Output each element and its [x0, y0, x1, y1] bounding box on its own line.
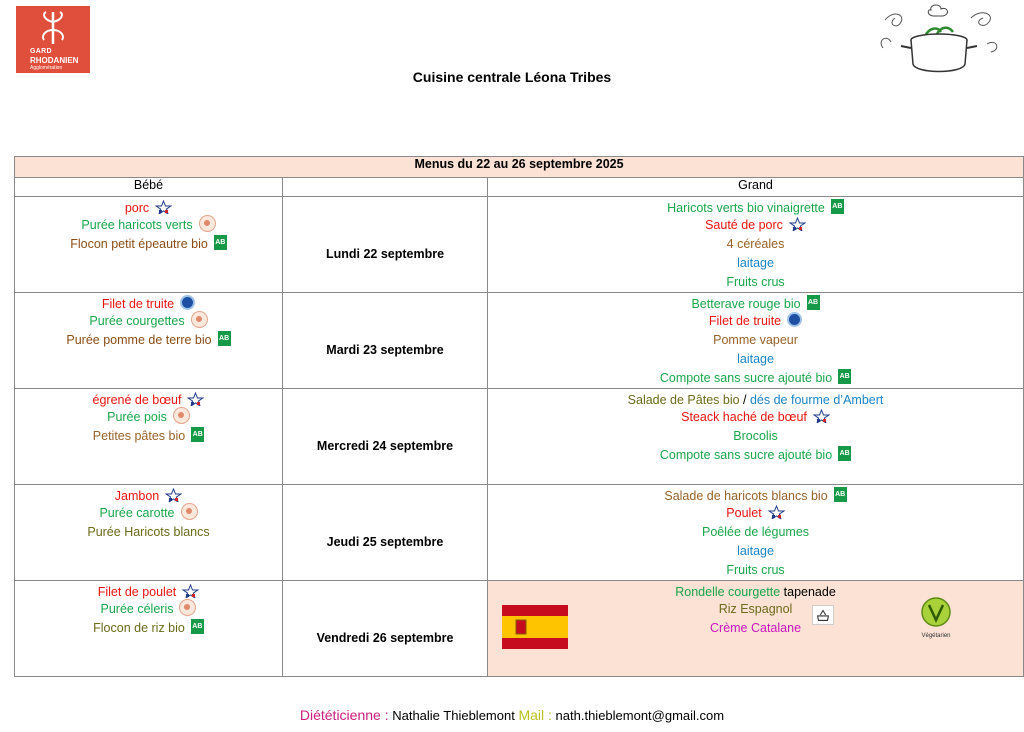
bebe-cell [15, 485, 283, 581]
gard-rhodanien-logo [16, 6, 90, 73]
bebe-dish: Purée Haricots blancs [87, 525, 210, 539]
footer [0, 707, 1024, 723]
grand-dish: Salade de Pâtes bio / dés de fourme d’Ambert [627, 393, 884, 407]
viande-francaise-icon [165, 488, 182, 502]
agriculture-biologique-icon: AB [807, 295, 820, 310]
mail-address[interactable]: nath.thieblemont@gmail.com [555, 708, 725, 723]
day-label: Lundi 22 septembre [283, 197, 488, 293]
fait-maison-icon [191, 311, 208, 328]
day-label: Mercredi 24 septembre [283, 389, 488, 485]
bebe-dish: Jambon [15, 485, 282, 504]
bebe-dish: Purée pomme de terre bio AB [66, 333, 230, 347]
peche-durable-icon [787, 312, 802, 327]
viande-francaise-icon [187, 392, 204, 406]
col-header-bebe: Bébé [15, 178, 283, 197]
logo-line2: RHODANIEN [30, 56, 79, 65]
agriculture-biologique-icon: AB [831, 199, 844, 214]
grand-dish: Sauté de porc [488, 216, 1023, 235]
grand-dish: Poulet [488, 504, 1023, 523]
grand-dish: Pomme vapeur [713, 333, 798, 347]
grand-dish: Compote sans sucre ajouté bio AB [659, 371, 850, 385]
col-header-day [283, 178, 488, 197]
agriculture-biologique-icon: AB [191, 427, 204, 442]
viande-francaise-icon [182, 584, 199, 598]
agriculture-biologique-icon: AB [834, 487, 847, 502]
grand-dish: Rondelle courgette tapenade [675, 585, 836, 599]
agriculture-biologique-icon: AB [191, 619, 204, 634]
grand-dish: Fruits crus [726, 275, 785, 289]
grand-dish: Fruits crus [726, 563, 785, 577]
logo-line3: Agglomération [30, 65, 63, 71]
viande-francaise-icon [155, 200, 172, 214]
bebe-dish: Petites pâtes bio AB [92, 429, 203, 443]
grand-cell [488, 293, 1024, 389]
bebe-cell [15, 581, 283, 677]
grand-dish: Poêlée de légumes [702, 525, 810, 539]
bebe-dish: Flocon de riz bio AB [93, 621, 203, 635]
agriculture-biologique-icon: AB [214, 235, 227, 250]
dietitian-label: Diététicienne : [299, 707, 389, 723]
grand-dish: Salade de haricots blancs bio AB [664, 489, 846, 503]
bebe-dish: Flocon petit épeautre bio AB [70, 237, 226, 251]
day-label: Jeudi 25 septembre [283, 485, 488, 581]
col-header-grand: Grand [488, 178, 1024, 197]
page-title: Cuisine centrale Léona Tribes [412, 69, 612, 85]
table-caption: Menus du 22 au 26 septembre 2025 [15, 157, 1024, 178]
fait-maison-icon [173, 407, 190, 424]
cooking-pot-illustration-icon [875, 4, 1005, 78]
logo-mark-icon [38, 10, 68, 46]
bebe-dish: Purée pois [15, 408, 282, 427]
bebe-cell [15, 293, 283, 389]
fait-maison-icon [181, 503, 198, 520]
grand-dish: Haricots verts bio vinaigrette AB [667, 201, 843, 215]
bebe-dish: égrené de bœuf [15, 389, 282, 408]
agriculture-biologique-icon: AB [218, 331, 231, 346]
day-row-mardi [15, 293, 1024, 389]
day-row-vendredi [15, 581, 1024, 677]
bebe-dish: Filet de poulet [15, 581, 282, 600]
grand-dish: Betterave rouge bio AB [691, 297, 819, 311]
dietitian-name: Nathalie Thieblemont [392, 708, 515, 723]
grand-dish: Brocolis [733, 429, 778, 443]
grand-cell [488, 389, 1024, 485]
grand-dish: Steack haché de bœuf [488, 408, 1023, 427]
grand-dish: 4 céréales [726, 237, 785, 251]
grand-dish: Crème Catalane [710, 621, 802, 635]
fait-maison-icon [179, 599, 196, 616]
grand-dish: Riz Espagnol [718, 602, 793, 616]
viande-francaise-icon [813, 409, 830, 423]
bebe-dish: Purée carotte [15, 504, 282, 523]
grand-dish: laitage [737, 256, 774, 270]
bebe-dish: Filet de truite [15, 293, 282, 312]
svg-text:Végétarien: Végétarien [921, 633, 951, 639]
bebe-dish: porc [15, 197, 282, 216]
day-label: Mardi 23 septembre [283, 293, 488, 389]
grand-cell [488, 485, 1024, 581]
bebe-dish: Purée céleris [15, 600, 282, 619]
menu-table [14, 156, 1024, 677]
day-row-jeudi [15, 485, 1024, 581]
day-row-lundi [15, 197, 1024, 293]
peche-durable-icon [180, 295, 195, 310]
logo-line1: GARD [30, 48, 52, 55]
fait-maison-icon [199, 215, 216, 232]
bebe-cell [15, 389, 283, 485]
bebe-dish: Purée haricots verts [15, 216, 282, 235]
day-row-mercredi [15, 389, 1024, 485]
grand-dish: laitage [737, 352, 774, 366]
agriculture-biologique-icon: AB [838, 369, 851, 384]
bebe-dish: Purée courgettes [15, 312, 282, 331]
agriculture-biologique-icon: AB [838, 446, 851, 461]
grand-cell [488, 197, 1024, 293]
grand-dish: Compote sans sucre ajouté bio AB [659, 448, 850, 462]
day-label: Vendredi 26 septembre [283, 581, 488, 677]
bebe-cell [15, 197, 283, 293]
viande-francaise-icon [768, 505, 785, 519]
grand-dish: Filet de truite [488, 312, 1023, 331]
viande-francaise-icon [789, 217, 806, 231]
grand-cell [488, 581, 1024, 677]
grand-dish: laitage [737, 544, 774, 558]
mail-label: Mail : [518, 707, 552, 723]
